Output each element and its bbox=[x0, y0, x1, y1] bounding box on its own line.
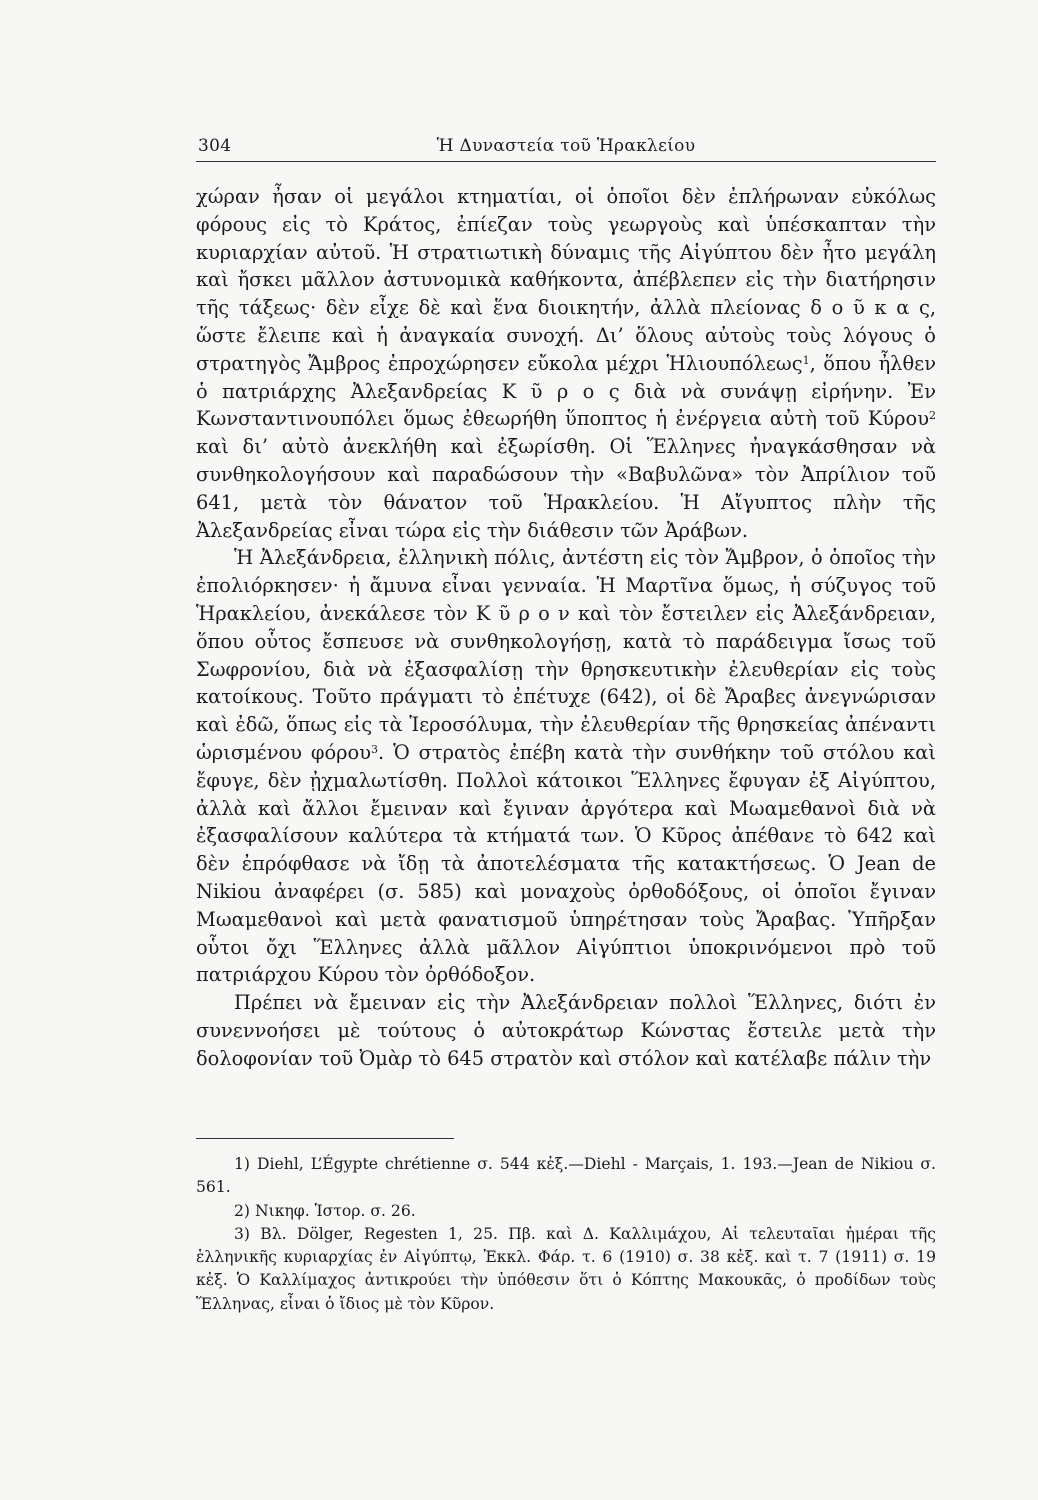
running-header bbox=[198, 136, 934, 160]
footnote-rule bbox=[196, 1138, 454, 1139]
header-rule bbox=[196, 161, 936, 162]
footnote-marker-1: 1 bbox=[802, 353, 810, 367]
paragraph-1: χώραν ἦσαν οἱ μεγάλοι κτηματίαι, οἱ ὁποῖοι δὲν ἐπλήρωναν εὐκόλως φόρους εἰς τὸ Κράτος, ἐπίεζαν τοὺς γεωργοὺς καὶ ὑπέσκαπταν τὴν κυριαρχίαν αὐτοῦ. Ἡ στρατιωτικὴ δύναμις τῆς Αἰγύπτου δὲν ἦτο μεγάλη καὶ ἤσκει μᾶλλον ἀστυνομικὰ καθήκοντα, ἀπέβλεπεν εἰς τὴν διατήρησιν τῆς τάξεως· δὲν εἶχε δὲ καὶ ἕνα διοικητήν, ἀλλὰ πλείονας δ ο ῦ κ α ς, ὥστε ἔλειπε καὶ ἡ ἀναγκαία συνοχή. Δι’ ὅλους αὐτοὺς τοὺς λόγους ὁ στρατηγὸς Ἄμβρος ἐπροχώρησεν εὔκολα μέχρι Ἡλιουπόλεως$^1$, ὅπου ἦλθεν ὁ πατριάρχης Ἀλεξανδρείας Κ ῦ ρ ο ς διὰ νὰ συνάψῃ εἰρήνην. Ἐν Κωνσταντινουπόλει ὅμως ἐθεωρήθη ὕποπτος ἡ ἐνέργεια αὐτὴ τοῦ Κύρου$^2$ καὶ δι’ αὐτὸ ἀνεκλήθη καὶ ἐξωρίσθη. Οἱ Ἕλληνες ἠναγκάσθησαν νὰ συνθηκολογήσουν καὶ παραδώσουν τὴν «Βαβυλῶνα» τὸν Ἀπρίλιον τοῦ 641, μετὰ τὸν θάνατον τοῦ Ἡρακλείου. Ἡ Αἴγυπτος πλὴν τῆς Ἀλεξανδρείας εἶναι τώρα εἰς τὴν διάθεσιν τῶν Ἀράβων. bbox=[196, 185, 936, 542]
running-title: Ἡ Δυναστεία τοῦ Ἡρακλείου bbox=[436, 136, 696, 156]
footnotes bbox=[196, 1153, 936, 1316]
page-number: 304 bbox=[198, 136, 232, 156]
footnote-3: 3) Βλ. Dölger, Regesten 1, 25. Πβ. καὶ Δ. Καλλιμάχου, Αἱ τελευταῖαι ἡμέραι τῆς ἑλληνικῆς κυριαρχίας ἐν Αἰγύπτῳ, Ἐκκλ. Φάρ. τ. 6 (1910) σ. 38 κἑξ. καὶ τ. 7 (1911) σ. 19 κἑξ. Ὁ Καλλίμαχος ἀντικρούει τὴν ὑπόθεσιν ὅτι ὁ Κόπτης Μακουκᾶς, ὁ προδίδων τοὺς Ἕλληνας, εἶναι ὁ ἴδιος μὲ τὸν Κῦρον. bbox=[196, 1224, 936, 1313]
footnote-1: 1) Diehl, L’Égypte chrétienne σ. 544 κἑξ.—Diehl - Marçais, 1. 193.—Jean de Nikiou σ. 561. bbox=[196, 1155, 936, 1197]
footnote-marker-3: 3 bbox=[370, 742, 378, 756]
footnote-marker-2: 2 bbox=[929, 409, 936, 423]
paragraph-3: Πρέπει νὰ ἔμειναν εἰς τὴν Ἀλεξάνδρειαν πολλοὶ Ἕλληνες, διότι ἐν συνεννοήσει μὲ τούτους ὁ αὐτοκράτωρ Κώνστας ἔστειλε μετὰ τὴν δολοφονίαν τοῦ Ὀμὰρ τὸ 645 στρατὸν καὶ στόλον καὶ κατέλαβε πάλιν τὴν bbox=[196, 991, 936, 1070]
paragraph-2: Ἡ Ἀλεξάνδρεια, ἑλληνικὴ πόλις, ἀντέστη εἰς τὸν Ἄμβρον, ὁ ὁποῖος τὴν ἐπολιόρκησεν· ἡ ἄμυνα εἶναι γενναία. Ἡ Μαρτῖνα ὅμως, ἡ σύζυγος τοῦ Ἡρακλείου, ἀνεκάλεσε τὸν Κ ῦ ρ ο ν καὶ τὸν ἔστειλεν εἰς Ἀλεξάνδρειαν, ὅπου οὗτος ἔσπευσε νὰ συνθηκολογήσῃ, κατὰ τὸ παράδειγμα ἴσως τοῦ Σωφρονίου, διὰ νὰ ἐξασφαλίσῃ τὴν θρησκευτικὴν ἐλευθερίαν εἰς τοὺς κατοίκους. Τοῦτο πράγματι τὸ ἐπέτυχε (642), οἱ δὲ Ἄραβες ἀνεγνώρισαν καὶ ἐδῶ, ὅπως εἰς τὰ Ἱεροσόλυμα, τὴν ἐλευθερίαν τῆς θρησκείας ἀπέναντι ὡρισμένου φόρου$^3$. Ὁ στρατὸς ἐπέβη κατὰ τὴν συνθήκην τοῦ στόλου καὶ ἔφυγε, δὲν ᾐχμαλωτίσθη. Πολλοὶ κάτοικοι Ἕλληνες ἔφυγαν ἐξ Αἰγύπτου, ἀλλὰ καὶ ἄλλοι ἔμειναν καὶ ἔγιναν ἀργότερα καὶ Μωαμεθανοὶ διὰ νὰ ἐξασφαλίσουν καλύτερα τὰ κτήματά των. Ὁ Κῦρος ἀπέθανε τὸ 642 καὶ δὲν ἐπρόφθασε νὰ ἴδῃ τὰ ἀποτελέσματα τῆς κατακτήσεως. Ὁ Jean de Nikiou ἀναφέρει (σ. 585) καὶ μοναχοὺς ὀρθοδόξους, οἱ ὁποῖοι ἔγιναν Μωαμεθανοὶ καὶ μετὰ φανατισμοῦ ὑπηρέτησαν τοὺς Ἄραβας. Ὑπῆρξαν οὗτοι ὄχι Ἕλληνες ἀλλὰ μᾶλλον Αἰγύπτιοι ὑποκρινόμενοι πρὸ τοῦ πατριάρχου Κύρου τὸν ὀρθόδοξον. bbox=[196, 546, 936, 987]
footnote-2: 2) Νικηφ. Ἱστορ. σ. 26. bbox=[234, 1201, 416, 1220]
main-text bbox=[196, 183, 936, 1073]
